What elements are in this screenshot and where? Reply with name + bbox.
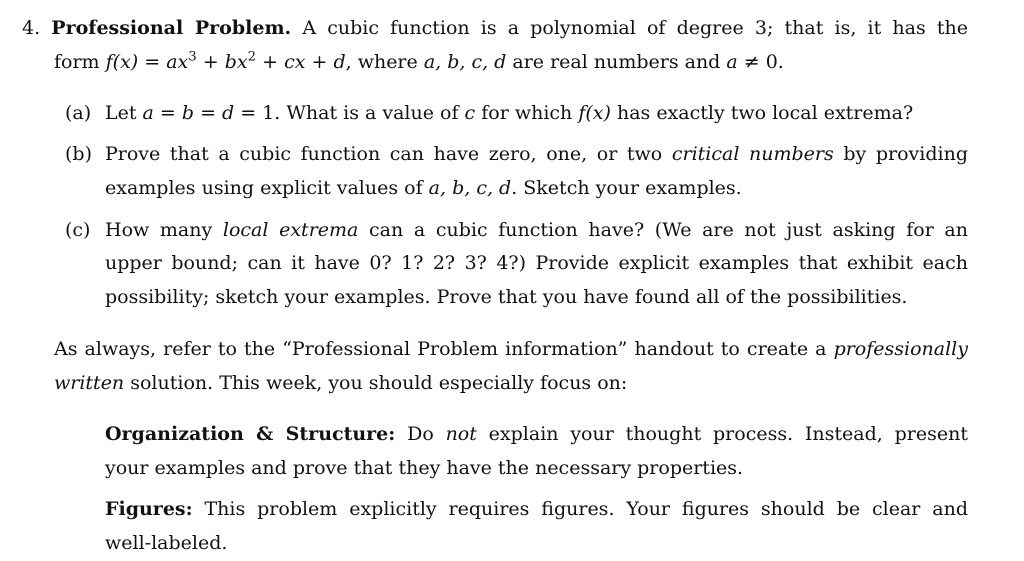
organization-line-1: Organization & Structure: Do not explain your thought process. Instead, present <box>105 423 968 445</box>
part-c-line-3: possibility; sketch your examples. Prove that you have found all of the possibilities. <box>105 286 908 308</box>
instructions-line-1: As always, refer to the “Professional Problem information” handout to create a professionally <box>54 338 968 360</box>
problem-intro-line-1: 4. Professional Problem. A cubic function is a polynomial of degree 3; that is, it has the <box>22 17 968 39</box>
part-b-line-2: examples using explicit values of a, b, c, d. Sketch your examples. <box>105 177 742 199</box>
part-b-label: (b) <box>65 143 92 165</box>
problem-number: 4. <box>22 17 41 39</box>
part-c-line-2: upper bound; can it have 0? 1? 2? 3? 4?) Provide explicit examples that exhibit each <box>105 252 968 274</box>
problem-intro-line-2: form $f(x) = ax^3 + bx^2$ + cx + d, where a, b, c, d are real numbers and a ≠ 0. <box>54 49 784 73</box>
problem-title: Professional Problem. <box>51 17 292 39</box>
organization-heading: Organization & Structure: <box>105 423 396 445</box>
part-a-label: (a) <box>65 102 92 124</box>
instructions-line-2: written solution. This week, you should especially focus on: <box>54 372 628 394</box>
organization-line-2: your examples and prove that they have the necessary properties. <box>105 457 744 479</box>
figures-heading: Figures: <box>105 498 193 520</box>
part-a-text: Let a = b = d = 1. What is a value of c for which f(x) has exactly two local extrema? <box>105 102 914 124</box>
part-b-line-1: Prove that a cubic function can have zero, one, or two critical numbers by providing <box>105 143 969 165</box>
part-c-line-1: How many local extrema can a cubic function have? (We are not just asking for an <box>105 219 968 241</box>
part-c-label: (c) <box>65 219 91 241</box>
figures-line-1: Figures: This problem explicitly requires figures. Your figures should be clear and <box>105 498 968 520</box>
figures-line-2: well-labeled. <box>105 532 228 554</box>
